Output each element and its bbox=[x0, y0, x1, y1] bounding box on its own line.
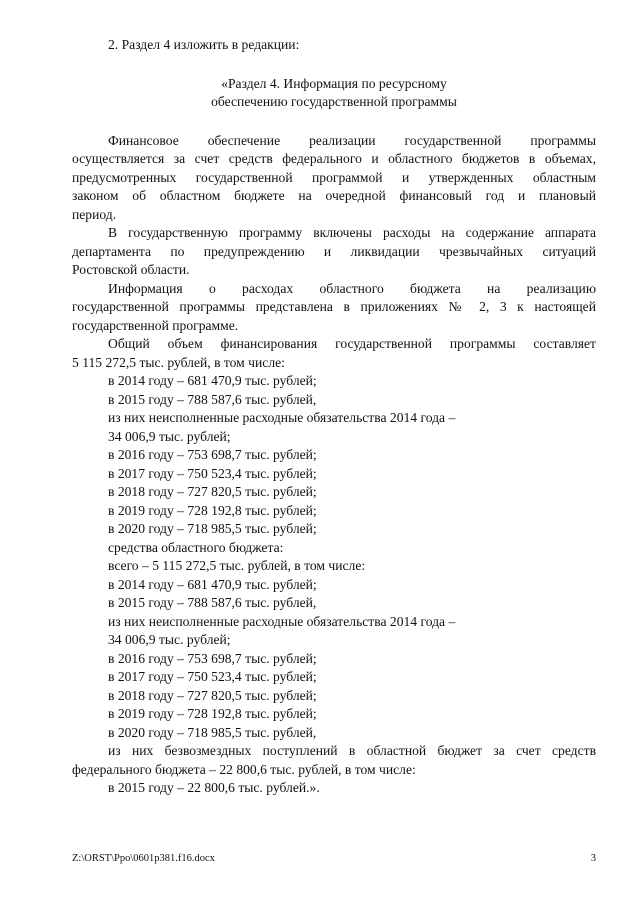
list-item: в 2018 году – 727 820,5 тыс. рублей; bbox=[108, 687, 317, 703]
list-item: в 2020 году – 718 985,5 тыс. рублей, bbox=[108, 724, 317, 740]
list-item: в 2020 году – 718 985,5 тыс. рублей; bbox=[108, 521, 317, 536]
file-path: Z:\ORST\Ppo\0601p381.f16.docx bbox=[72, 853, 215, 864]
spacer bbox=[72, 112, 596, 132]
paragraph-line: из них безвозмездных поступлений в областной бюджет за счет средств bbox=[108, 743, 596, 758]
page-number: 3 bbox=[590, 853, 596, 864]
paragraph-line: департамента по предупреждению и ликвидации чрезвычайных ситуаций bbox=[72, 243, 596, 259]
spacer bbox=[72, 55, 596, 75]
list-item: в 2014 году – 681 470,9 тыс. рублей; bbox=[108, 576, 317, 592]
paragraph-line: Общий объем финансирования государственной программы составляет bbox=[108, 336, 596, 351]
paragraph-line: законом об областном бюджете на очередной финансовый год и плановый bbox=[72, 188, 596, 203]
list-item: из них неисполненные расходные обязательства 2014 года – bbox=[108, 613, 456, 629]
list-item: средства областного бюджета: bbox=[108, 539, 284, 555]
paragraph-line: период. bbox=[72, 206, 117, 222]
paragraph-line: осуществляется за счет средств федерального и областного бюджетов в объемах, bbox=[72, 151, 596, 166]
list-item: в 2015 году – 788 587,6 тыс. рублей, bbox=[108, 595, 317, 610]
list-item: в 2014 году – 681 470,9 тыс. рублей; bbox=[108, 373, 317, 388]
paragraph-line: государственной программе. bbox=[72, 317, 239, 333]
list-item: в 2016 году – 753 698,7 тыс. рублей; bbox=[108, 447, 317, 462]
list-item: всего – 5 115 272,5 тыс. рублей, в том числе: bbox=[108, 558, 366, 573]
paragraph-line: федерального бюджета – 22 800,6 тыс. рублей, в том числе: bbox=[72, 761, 416, 777]
list-item: в 2017 году – 750 523,4 тыс. рублей; bbox=[108, 465, 317, 481]
list-item: 34 006,9 тыс. рублей; bbox=[108, 428, 231, 444]
paragraph-line: Финансовое обеспечение реализации государственной программы bbox=[108, 132, 596, 148]
paragraph-line: государственной программы представлена в приложениях № 2, 3 к настоящей bbox=[72, 299, 596, 314]
list-item: в 2018 году – 727 820,5 тыс. рублей; bbox=[108, 484, 317, 499]
list-item: в 2015 году – 788 587,6 тыс. рублей, bbox=[108, 391, 317, 407]
paragraph-line: 5 115 272,5 тыс. рублей, в том числе: bbox=[72, 354, 285, 370]
intro-line: 2. Раздел 4 изложить в редакции: bbox=[108, 37, 300, 52]
paragraph-line: В государственную программу включены расходы на содержание аппарата bbox=[108, 225, 596, 240]
paragraph-line: Информация о расходах областного бюджета на реализацию bbox=[108, 280, 596, 296]
final-line: в 2015 году – 22 800,6 тыс. рублей.». bbox=[108, 780, 320, 795]
list-item: из них неисполненные расходные обязательства 2014 года – bbox=[108, 410, 456, 425]
list-item: 34 006,9 тыс. рублей; bbox=[108, 632, 231, 647]
list-item: в 2017 году – 750 523,4 тыс. рублей; bbox=[108, 669, 317, 684]
list-item: в 2019 году – 728 192,8 тыс. рублей; bbox=[108, 502, 317, 518]
document-page bbox=[72, 36, 596, 798]
list-item: в 2019 году – 728 192,8 тыс. рублей; bbox=[108, 706, 317, 721]
section-title-line-2: обеспечению государственной программы bbox=[211, 94, 457, 109]
section-title-line-1: «Раздел 4. Информация по ресурсному bbox=[221, 75, 447, 91]
paragraph-line: Ростовской области. bbox=[72, 262, 190, 277]
list-item: в 2016 году – 753 698,7 тыс. рублей; bbox=[108, 650, 317, 666]
paragraph-line: предусмотренных государственной программой и утвержденных областным bbox=[72, 169, 596, 185]
